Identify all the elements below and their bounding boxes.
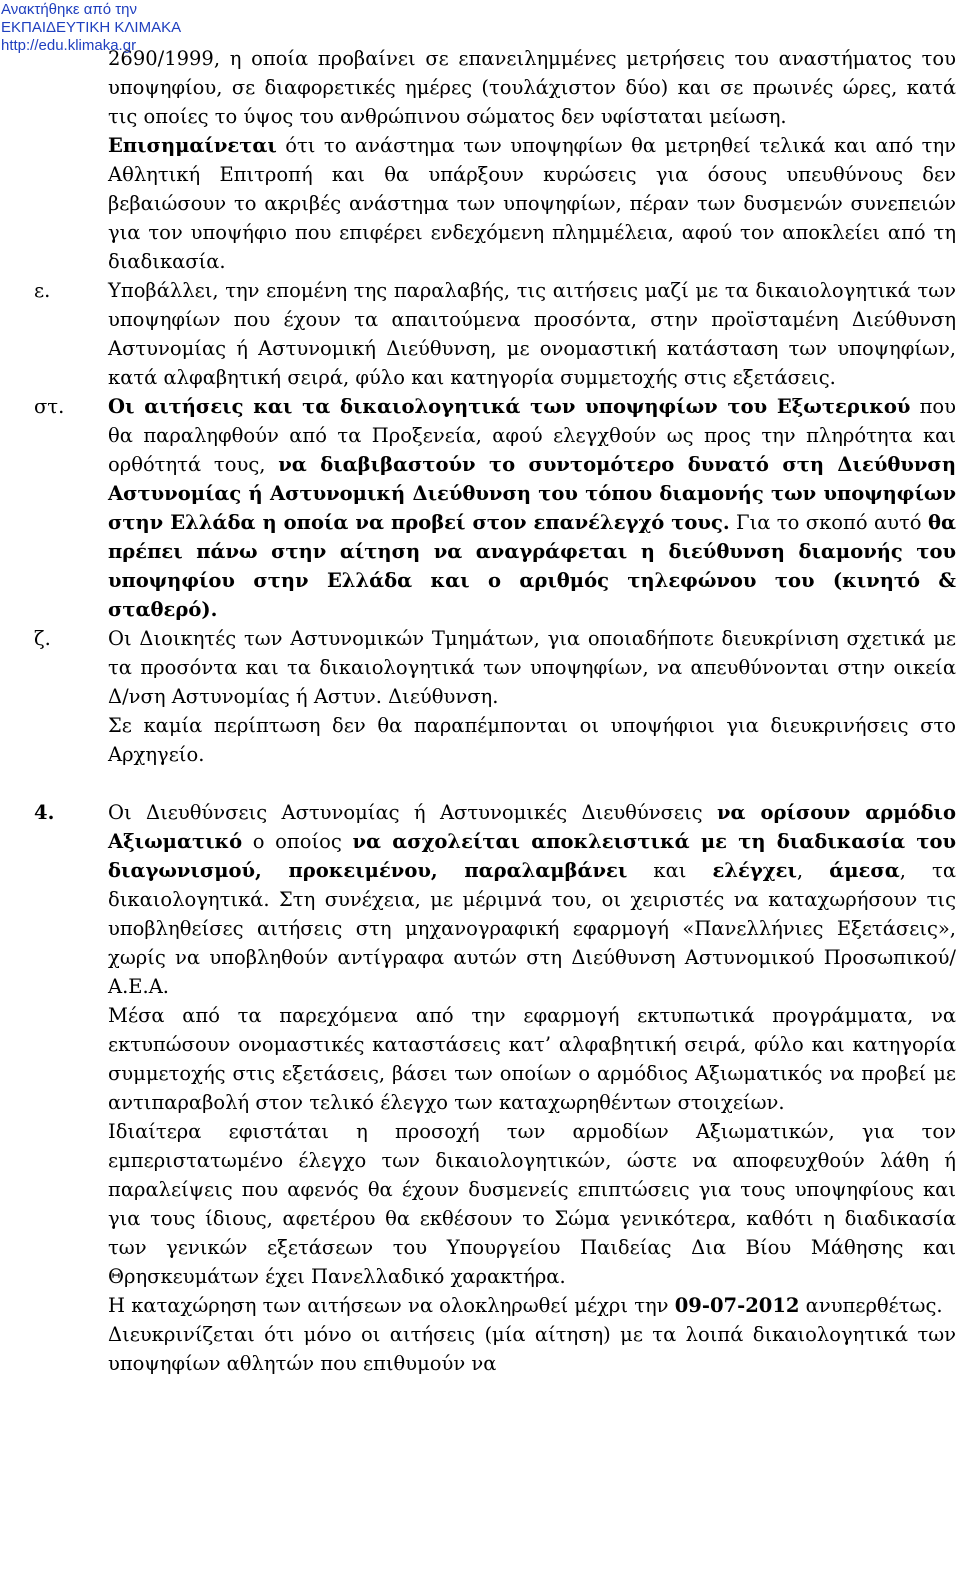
- intro-paragraph-2: [108, 131, 956, 276]
- emphasis-text: να διαβιβαστούν το συντομότερο δυνατό στη Διεύθυνση Αστυνομίας ή Αστυνομική Διεύθυνση του τόπου διαμονής των υποψηφίων στην Ελλάδα η οποία να προβεί στον επανέλεγχό τους.: [108, 453, 956, 534]
- paragraph-text: ο οποίος: [242, 830, 353, 853]
- intro-paragraph-1: 2690/1999, η οποία προβαίνει σε επανειλημμένες μετρήσεις του αναστήματος του υποψηφίου, σε διαφορετικές ημέρες (τουλάχιστον δύο) και σε πρωινές ώρες, κατά τις οποίες το ύψος του ανθρώπινου σώματος δεν υφίσταται μείωση.: [108, 47, 956, 128]
- section-4-number: 4.: [34, 801, 55, 824]
- section-4-paragraph-3: Ιδιαίτερα εφιστάται η προσοχή των αρμοδίων Αξιωματικών, για τον εμπεριστατωμένο έλεγχο των δικαιολογητικών, ώστε να αποφευχθούν λάθη ή παραλείψεις που αφενός θα έχουν δυσμενείς επιπτώσεις για τους υποψηφίους και για τους ίδιους, αφετέρου θα εκθέσουν το Σώμα γενικότερα, καθότι η διαδικασία των γενικών εξετάσεων του Υπουργείου Παιδείας Δια Βίου Μάθησης και Θρησκευμάτων έχει Πανελλαδικό χαρακτήρα.: [108, 1120, 956, 1288]
- paragraph-text: Οι Διευθύνσεις Αστυνομίας ή Αστυνομικές Διευθύνσεις: [108, 801, 717, 824]
- item-e-body: [108, 276, 956, 392]
- document-page: [0, 44, 960, 1378]
- watermark-line-1: Ανακτήθηκε από την: [1, 1, 138, 18]
- item-st-label: στ.: [34, 395, 65, 418]
- emphasis-text: Επισημαίνεται: [108, 134, 277, 157]
- item-st-paragraph: [108, 392, 956, 624]
- watermark-url[interactable]: http://edu.klimaka.gr: [1, 37, 137, 54]
- item-e: [0, 276, 960, 392]
- item-st: [0, 392, 960, 624]
- paragraph-text: ανυπερθέτως.: [799, 1294, 943, 1317]
- item-st-body: [108, 392, 956, 624]
- item-z-paragraph-2: Σε καμία περίπτωση δεν θα παραπέμπονται οι υποψήφιοι για διευκρινήσεις στο Αρχηγείο.: [108, 714, 956, 766]
- section-4-body: [108, 798, 956, 1378]
- source-watermark: [1, 1, 181, 55]
- paragraph-text: , τα δικαιολογητικά. Στη συνέχεια, με μέριμνά του, οι χειριστές να καταχωρήσουν τις υποβληθείσες αιτήσεις στη μηχανογραφική εφαρμογή «Πανελλήνιες Εξετάσεις», χωρίς να υποβληθούν αντίγραφα αυτών στη Διεύθυνση Αστυνομικού Προσωπικού/Α.Ε.Α.: [108, 859, 956, 998]
- section-4-paragraph-5: Διευκρινίζεται ότι μόνο οι αιτήσεις (μία αίτηση) με τα λοιπά δικαιολογητικά των υποψηφίων αθλητών που επιθυμούν να: [108, 1323, 956, 1375]
- paragraph-text: ,: [796, 859, 830, 882]
- watermark-line-2: ΕΚΠΑΙΔΕΥΤΙΚΗ ΚΛΙΜΑΚΑ: [1, 19, 182, 36]
- intro-body: [108, 44, 956, 276]
- paragraph-text: και: [627, 859, 713, 882]
- section-4: [0, 798, 960, 1378]
- emphasis-text: άμεσα: [829, 859, 900, 882]
- emphasis-text: ελέγχει: [712, 859, 797, 882]
- item-z: [0, 624, 960, 769]
- paragraph-text: Για το σκοπό αυτό: [729, 511, 928, 534]
- paragraph-text: Η καταχώρηση των αιτήσεων να ολοκληρωθεί μέχρι την: [108, 1294, 675, 1317]
- paragraph-text: ότι το ανάστημα των υποψηφίων θα μετρηθεί τελικά και από την Αθλητική Επιτροπή και θα υπάρξουν κυρώσεις για όσους υπευθύνους δεν βεβαιώσουν το ακριβές ανάστημα των υποψηφίων, πέραν των δυσμενών συνεπειών για τον υποψήφιο που επιφέρει ενδεχόμενη πλημμέλεια, αφού τον αποκλείει από τη διαδικασία.: [108, 134, 956, 273]
- emphasis-text: να ασχολείται αποκλειστικά με τη διαδικασία του διαγωνισμού, προκειμένου, παραλαμβάνει: [108, 830, 956, 882]
- item-z-paragraph-1: Οι Διοικητές των Αστυνομικών Τμημάτων, για οποιαδήποτε διευκρίνιση σχετικά με τα προσόντα και τα δικαιολογητικά των υποψηφίων, να απευθύνονται στην οικεία Δ/νση Αστυνομίας ή Αστυν. Διεύθυνση.: [108, 627, 956, 708]
- paragraph-text: που θα παραληφθούν από τα Προξενεία, αφού ελεγχθούν ως προς την πληρότητα και ορθότητά τους,: [108, 395, 957, 476]
- section-4-paragraph-2: Μέσα από τα παρεχόμενα από την εφαρμογή εκτυπωτικά προγράμματα, να εκτυπώσουν ονομαστικές καταστάσεις κατ’ αλφαβητική σειρά, φύλο και κατηγορία συμμετοχής στις εξετάσεις, βάσει των οποίων ο αρμόδιος Αξιωματικός να προβεί με αντιπαραβολή στον τελικό έλεγχο των καταχωρηθέντων στοιχείων.: [108, 1004, 956, 1114]
- item-e-label: ε.: [34, 279, 51, 302]
- item-e-paragraph: Υποβάλλει, την επομένη της παραλαβής, τις αιτήσεις μαζί με τα δικαιολογητικά των υποψηφίων που έχουν τα απαιτούμενα προσόντα, στην προϊσταμένη Διεύθυνση Αστυνομίας ή Αστυνομική Διεύθυνση, με ονομαστική κατάσταση των υποψηφίων, κατά αλφαβητική σειρά, φύλο και κατηγορία συμμετοχής στις εξετάσεις.: [108, 279, 956, 389]
- section-4-paragraph-1: [108, 798, 956, 1001]
- emphasis-text: Οι αιτήσεις και τα δικαιολογητικά των υποψηφίων του Εξωτερικού: [108, 395, 911, 418]
- deadline-date: 09-07-2012: [674, 1294, 800, 1317]
- paragraph-gap: [0, 769, 960, 798]
- emphasis-text: να ορίσουν αρμόδιο Αξιωματικό: [108, 801, 957, 853]
- emphasis-text: θα πρέπει πάνω στην αίτηση να αναγράφεται η διεύθυνση διαμονής του υποψηφίου στην Ελλάδα και ο αριθμός τηλεφώνου του (κινητό & σταθερό).: [108, 511, 956, 621]
- intro-section: [0, 44, 960, 276]
- section-4-paragraph-4: [108, 1291, 956, 1320]
- item-z-label: ζ.: [34, 627, 51, 650]
- item-z-body: [108, 624, 956, 769]
